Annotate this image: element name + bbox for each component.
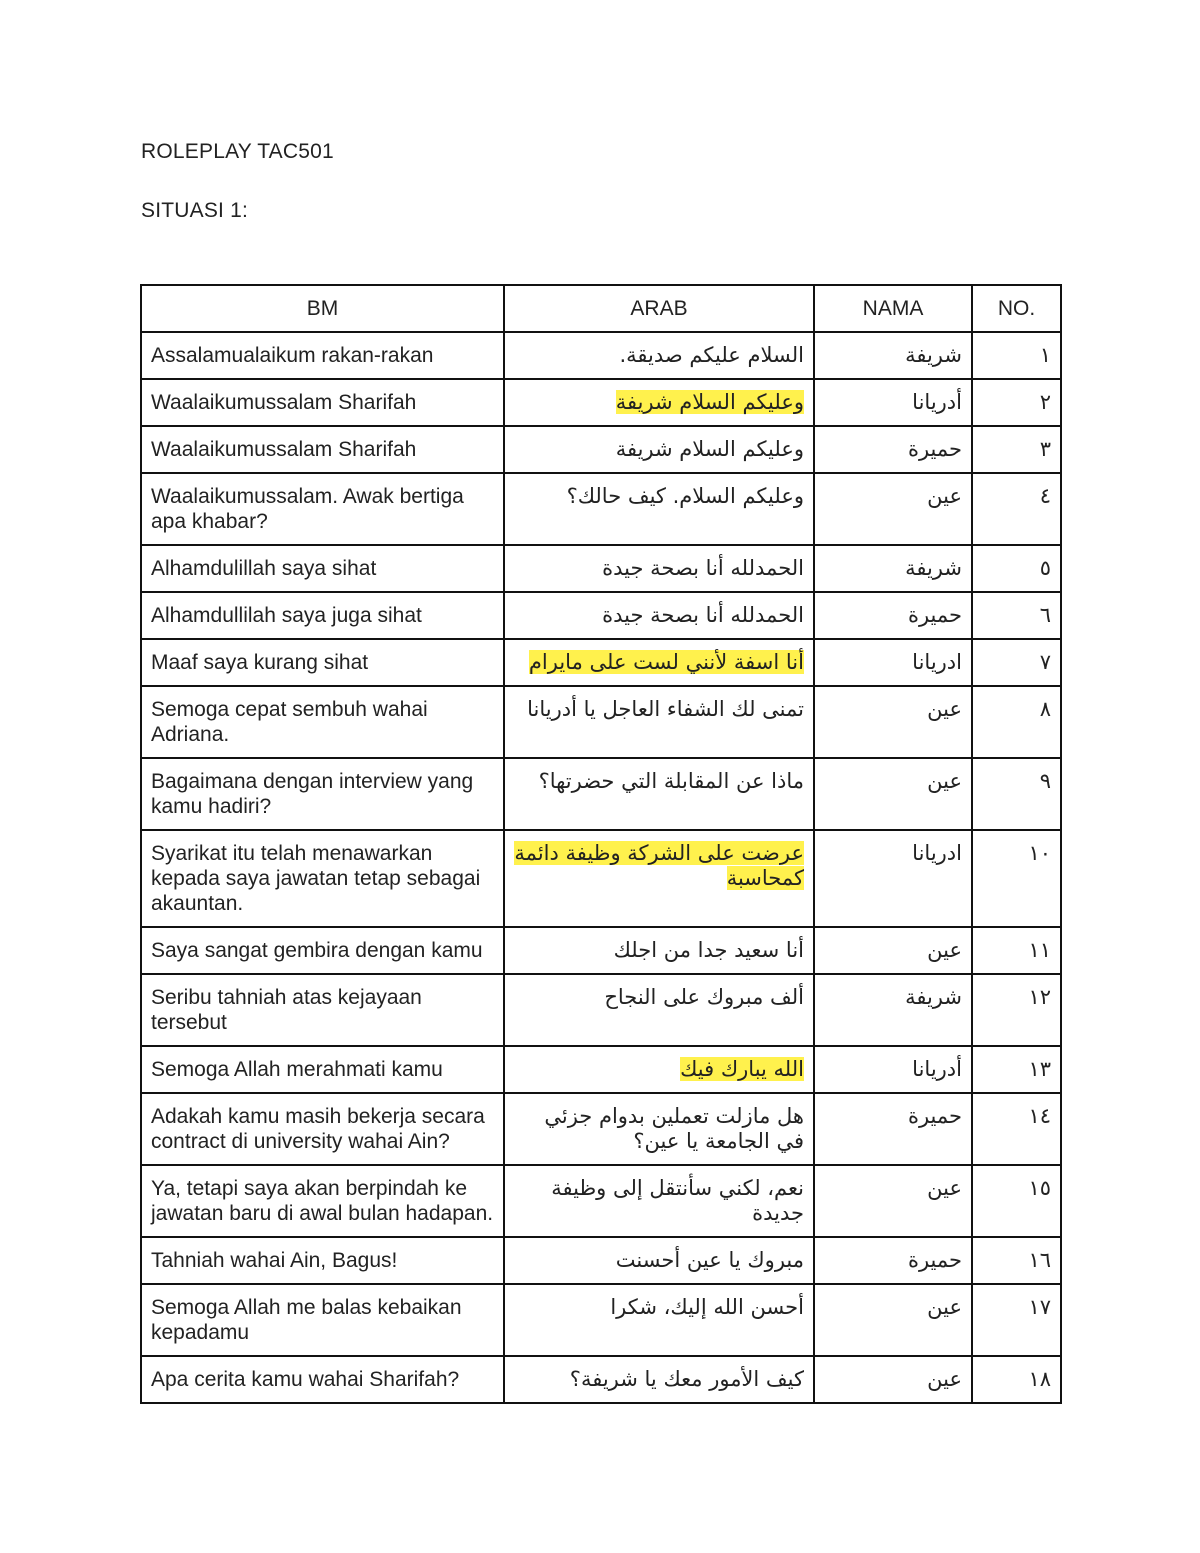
cell-no: ٩	[972, 758, 1061, 830]
arab-text: الحمدلله أنا بصحة جيدة	[602, 556, 804, 580]
cell-nama: شريفة	[814, 974, 972, 1046]
cell-arab	[504, 1356, 814, 1403]
cell-no: ١٣	[972, 1046, 1061, 1093]
highlighted-arab-text: الله يبارك فيك	[680, 1057, 804, 1081]
situation-heading: SITUASI 1:	[141, 199, 249, 222]
cell-arab	[504, 830, 814, 927]
cell-bm: Alhamdullilah saya juga sihat	[141, 592, 504, 639]
cell-arab	[504, 758, 814, 830]
highlighted-arab-text: عرضت على الشركة وظيفة دائمة كمحاسبة	[514, 841, 804, 890]
cell-bm: Waalaikumussalam Sharifah	[141, 379, 504, 426]
cell-bm: Semoga Allah merahmati kamu	[141, 1046, 504, 1093]
cell-arab	[504, 592, 814, 639]
cell-bm: Seribu tahniah atas kejayaan tersebut	[141, 974, 504, 1046]
table-row	[141, 1237, 1061, 1284]
cell-bm: Assalamualaikum rakan-rakan	[141, 332, 504, 379]
arab-text: أنا سعيد جدا من اجلك	[613, 938, 804, 962]
table-row	[141, 379, 1061, 426]
cell-nama: شريفة	[814, 332, 972, 379]
cell-arab	[504, 1046, 814, 1093]
cell-arab	[504, 1093, 814, 1165]
cell-bm: Bagaimana dengan interview yang kamu hadiri?	[141, 758, 504, 830]
cell-bm: Apa cerita kamu wahai Sharifah?	[141, 1356, 504, 1403]
document-title: ROLEPLAY TAC501	[141, 140, 334, 163]
cell-no: ١٤	[972, 1093, 1061, 1165]
cell-no: ٢	[972, 379, 1061, 426]
cell-bm: Adakah kamu masih bekerja secara contract di university wahai Ain?	[141, 1093, 504, 1165]
cell-nama: عين	[814, 927, 972, 974]
cell-arab	[504, 1284, 814, 1356]
table-row	[141, 686, 1061, 758]
arab-text: كيف الأمور معك يا شريفة؟	[569, 1367, 804, 1391]
cell-arab	[504, 639, 814, 686]
cell-nama: عين	[814, 1165, 972, 1237]
arab-text: السلام عليكم صديقة.	[619, 343, 804, 367]
cell-no: ٥	[972, 545, 1061, 592]
table-header-row	[141, 285, 1061, 332]
cell-nama: أدريانا	[814, 379, 972, 426]
table-row	[141, 1284, 1061, 1356]
table-row	[141, 332, 1061, 379]
cell-nama: حميرة	[814, 1093, 972, 1165]
cell-no: ١٢	[972, 974, 1061, 1046]
cell-arab	[504, 379, 814, 426]
cell-nama: حميرة	[814, 1237, 972, 1284]
cell-no: ٨	[972, 686, 1061, 758]
cell-nama: أدريانا	[814, 1046, 972, 1093]
table-row	[141, 927, 1061, 974]
arab-text: أحسن الله إليك، شكرا	[610, 1295, 804, 1319]
cell-nama: عين	[814, 758, 972, 830]
cell-arab	[504, 974, 814, 1046]
table-row	[141, 473, 1061, 545]
cell-arab	[504, 927, 814, 974]
cell-bm: Saya sangat gembira dengan kamu	[141, 927, 504, 974]
cell-no: ١٦	[972, 1237, 1061, 1284]
cell-no: ٦	[972, 592, 1061, 639]
table-row	[141, 758, 1061, 830]
cell-bm: Syarikat itu telah menawarkan kepada saya jawatan tetap sebagai akauntan.	[141, 830, 504, 927]
arab-text: هل مازلت تعملين بدوام جزئي في الجامعة يا عين؟	[544, 1104, 804, 1153]
highlighted-arab-text: أنا اسفة لأنني لست على مايرام	[528, 650, 804, 674]
arab-text: ماذا عن المقابلة التي حضرتها؟	[538, 769, 804, 793]
cell-no: ٣	[972, 426, 1061, 473]
table-body	[141, 332, 1061, 1403]
column-header-nama: NAMA	[814, 285, 972, 332]
column-header-arab: ARAB	[504, 285, 814, 332]
roleplay-table	[140, 284, 1062, 1404]
arab-text: نعم، لكني سأنتقل إلى وظيفة جديدة	[551, 1176, 804, 1225]
cell-no: ١٠	[972, 830, 1061, 927]
table-row	[141, 974, 1061, 1046]
cell-bm: Tahniah wahai Ain, Bagus!	[141, 1237, 504, 1284]
table-row	[141, 639, 1061, 686]
cell-nama: ادريانا	[814, 830, 972, 927]
column-header-no: NO.	[972, 285, 1061, 332]
cell-no: ٤	[972, 473, 1061, 545]
arab-text: وعليكم السلام. كيف حالك؟	[566, 484, 804, 508]
cell-nama: شريفة	[814, 545, 972, 592]
cell-nama: عين	[814, 1356, 972, 1403]
cell-no: ١٨	[972, 1356, 1061, 1403]
cell-no: ١٥	[972, 1165, 1061, 1237]
table-row	[141, 426, 1061, 473]
cell-nama: عين	[814, 473, 972, 545]
arab-text: ألف مبروك على النجاح	[604, 985, 804, 1009]
cell-arab	[504, 426, 814, 473]
cell-nama: حميرة	[814, 592, 972, 639]
cell-no: ٧	[972, 639, 1061, 686]
cell-arab	[504, 473, 814, 545]
cell-arab	[504, 686, 814, 758]
cell-no: ١١	[972, 927, 1061, 974]
table-row	[141, 1093, 1061, 1165]
highlighted-arab-text: وعليكم السلام شريفة	[615, 390, 804, 414]
cell-arab	[504, 545, 814, 592]
arab-text: مبروك يا عين أحسنت	[615, 1248, 804, 1272]
table-row	[141, 1165, 1061, 1237]
table-row	[141, 830, 1061, 927]
cell-bm: Waalaikumussalam. Awak bertiga apa khabar?	[141, 473, 504, 545]
cell-bm: Waalaikumussalam Sharifah	[141, 426, 504, 473]
cell-nama: عين	[814, 686, 972, 758]
cell-arab	[504, 1165, 814, 1237]
cell-bm: Maaf saya kurang sihat	[141, 639, 504, 686]
cell-bm: Semoga Allah me balas kebaikan kepadamu	[141, 1284, 504, 1356]
table-row	[141, 1356, 1061, 1403]
arab-text: وعليكم السلام شريفة	[615, 437, 804, 461]
cell-bm: Ya, tetapi saya akan berpindah ke jawatan baru di awal bulan hadapan.	[141, 1165, 504, 1237]
cell-no: ١	[972, 332, 1061, 379]
table-row	[141, 1046, 1061, 1093]
table-row	[141, 545, 1061, 592]
arab-text: الحمدلله أنا بصحة جيدة	[602, 603, 804, 627]
table-row	[141, 592, 1061, 639]
cell-nama: عين	[814, 1284, 972, 1356]
arab-text: تمنى لك الشفاء العاجل يا أدريانا	[527, 697, 804, 721]
cell-no: ١٧	[972, 1284, 1061, 1356]
cell-arab	[504, 1237, 814, 1284]
cell-bm: Semoga cepat sembuh wahai Adriana.	[141, 686, 504, 758]
cell-bm: Alhamdulillah saya sihat	[141, 545, 504, 592]
cell-nama: ادريانا	[814, 639, 972, 686]
column-header-bm: BM	[141, 285, 504, 332]
cell-arab	[504, 332, 814, 379]
cell-nama: حميرة	[814, 426, 972, 473]
